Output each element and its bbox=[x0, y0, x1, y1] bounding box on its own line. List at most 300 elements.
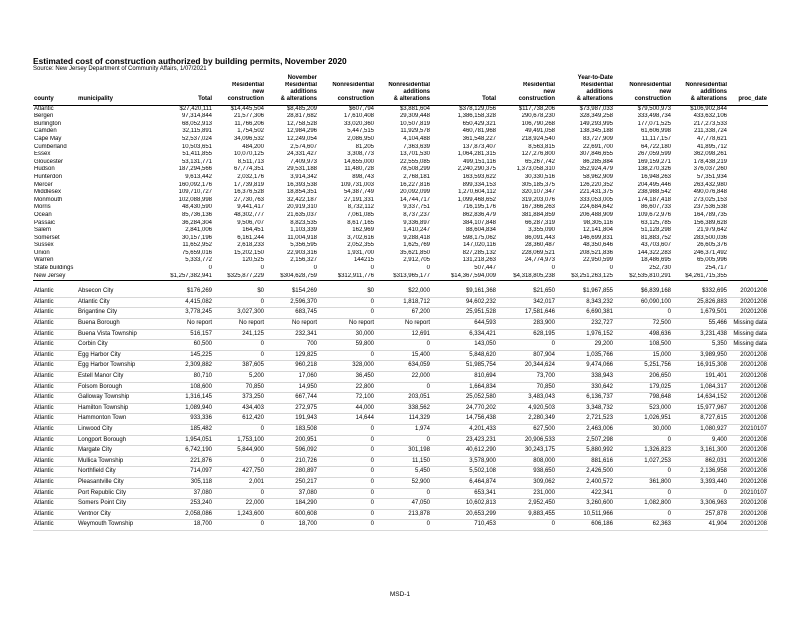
value-cell: 498,636 bbox=[614, 329, 672, 340]
municipality-name-cell: Egg Harbor Township bbox=[77, 361, 155, 372]
municipality-name-cell: Buena Borough bbox=[77, 319, 155, 330]
value-cell: 65,267,742 bbox=[524, 158, 555, 165]
value-cell: $378,129,056 bbox=[459, 105, 496, 112]
value-cell: 75,659,016 bbox=[181, 249, 212, 256]
value-cell: 290,678,230 bbox=[521, 113, 555, 120]
value-cell: 40,612,290 bbox=[431, 446, 497, 457]
value-cell: 1,753,100 bbox=[213, 435, 265, 446]
col-header-proc-date: proc_date bbox=[728, 82, 768, 105]
value-cell: 6,742,190 bbox=[155, 446, 213, 457]
county-row bbox=[33, 220, 768, 228]
county-cell: Atlantic bbox=[33, 477, 77, 488]
value-cell: 3,027,300 bbox=[213, 308, 265, 319]
value-cell: 9,400 bbox=[672, 435, 728, 446]
value-cell: 145,225 bbox=[155, 350, 213, 361]
value-cell: 14,950 bbox=[265, 382, 318, 393]
municipality-row bbox=[33, 329, 768, 340]
value-cell: 21,979,642 bbox=[696, 227, 727, 234]
value-cell: 1,818,712 bbox=[375, 297, 431, 308]
value-cell: 272,975 bbox=[265, 403, 318, 414]
value-cell: 11,480,728 bbox=[344, 166, 374, 173]
value-cell: 191,401 bbox=[672, 372, 728, 383]
proc-date-cell: 20201208 bbox=[728, 287, 768, 297]
value-cell: 70,850 bbox=[497, 382, 556, 393]
county-row bbox=[33, 166, 768, 174]
value-cell: 3,578,900 bbox=[431, 456, 497, 467]
empty-cell bbox=[77, 174, 155, 182]
value-cell: 73,700 bbox=[497, 372, 556, 383]
value-cell: 3,483,043 bbox=[497, 393, 556, 404]
value-cell: $27,420,111 bbox=[179, 105, 212, 112]
county-cell: Atlantic bbox=[33, 446, 77, 457]
proc-date-cell: 20201208 bbox=[728, 509, 768, 520]
value-cell: 0 bbox=[375, 382, 431, 393]
value-cell: 67,200 bbox=[375, 308, 431, 319]
value-cell: No report bbox=[318, 319, 375, 330]
value-cell: 5,251,756 bbox=[614, 361, 672, 372]
report-title: Estimated cost of construction authorized by building permits, November 2020 bbox=[33, 56, 347, 66]
value-cell: 217,273,533 bbox=[693, 120, 727, 127]
value-cell: 16,948,263 bbox=[640, 173, 671, 180]
value-cell: 808,000 bbox=[497, 456, 556, 467]
value-cell: 4,415,082 bbox=[155, 297, 213, 308]
value-cell: 57,351,934 bbox=[696, 173, 727, 180]
county-row bbox=[33, 235, 768, 243]
empty-cell bbox=[728, 151, 768, 159]
value-cell: 1,410,247 bbox=[403, 227, 430, 234]
value-cell: 30,157,196 bbox=[181, 234, 212, 241]
total-value-cell: $312,911,776 bbox=[318, 273, 375, 281]
value-cell: 10,511,966 bbox=[556, 509, 614, 520]
empty-cell bbox=[728, 265, 768, 273]
value-cell: 10,503,651 bbox=[181, 143, 212, 150]
value-cell: 5,447,515 bbox=[347, 128, 374, 135]
municipality-row bbox=[33, 424, 768, 435]
county-cell: Atlantic bbox=[33, 308, 77, 319]
empty-cell bbox=[728, 273, 768, 281]
value-cell: 29,309,448 bbox=[399, 113, 430, 120]
value-cell: 5,356,595 bbox=[290, 242, 317, 249]
group-header-row bbox=[33, 74, 768, 82]
value-cell: 7,061,085 bbox=[347, 211, 374, 218]
value-cell: 0 bbox=[213, 350, 265, 361]
value-cell: 138,345,188 bbox=[579, 128, 613, 135]
value-cell: $154,269 bbox=[265, 287, 318, 297]
proc-date-cell: 20201208 bbox=[728, 520, 768, 531]
value-cell: 3,308,773 bbox=[347, 151, 374, 158]
value-cell: 2,052,355 bbox=[347, 242, 374, 249]
value-cell: 0 bbox=[375, 340, 431, 351]
value-cell: 231,000 bbox=[497, 488, 556, 499]
value-cell: $73,987,033 bbox=[579, 105, 613, 112]
value-cell: 8,617,165 bbox=[347, 219, 374, 226]
county-name-cell: Cumberland bbox=[34, 143, 67, 150]
value-cell: 120,525 bbox=[242, 257, 264, 264]
county-row bbox=[33, 144, 768, 152]
county-row bbox=[33, 151, 768, 159]
value-cell: 20,092,099 bbox=[399, 189, 430, 196]
empty-cell bbox=[728, 212, 768, 220]
county-name-cell: Ocean bbox=[34, 211, 52, 218]
municipality-row bbox=[33, 509, 768, 520]
value-cell: 627,500 bbox=[497, 424, 556, 435]
value-cell: 29,200 bbox=[556, 340, 614, 351]
value-cell: 5,333,772 bbox=[185, 257, 212, 264]
county-name-cell: Hunterdon bbox=[34, 173, 63, 180]
county-name-cell: Salem bbox=[34, 227, 52, 234]
value-cell: 5,844,900 bbox=[213, 446, 265, 457]
value-cell: 11,652,952 bbox=[182, 242, 212, 249]
value-cell: 51,411,855 bbox=[182, 151, 212, 158]
value-cell: 126,220,352 bbox=[579, 181, 613, 188]
value-cell: 98,305,116 bbox=[583, 219, 613, 226]
county-cell: Atlantic bbox=[33, 372, 77, 383]
value-cell: 179,025 bbox=[614, 382, 672, 393]
proc-date-cell: 20201208 bbox=[728, 361, 768, 372]
value-cell: 65,005,996 bbox=[696, 257, 727, 264]
municipality-row bbox=[33, 488, 768, 499]
col-header-nonres-new: Nonresidential new construction bbox=[318, 82, 375, 105]
county-cell: Atlantic bbox=[33, 435, 77, 446]
value-cell: 862,031 bbox=[672, 456, 728, 467]
value-cell: 81,883,752 bbox=[640, 234, 671, 241]
county-row bbox=[33, 159, 768, 167]
value-cell: 0 bbox=[551, 265, 555, 272]
county-name-cell: Cape May bbox=[34, 135, 62, 142]
value-cell: 6,690,381 bbox=[556, 308, 614, 319]
value-cell: 25,951,528 bbox=[431, 308, 497, 319]
empty-cell bbox=[77, 189, 155, 197]
value-cell: 51,128,298 bbox=[640, 227, 671, 234]
value-cell: 27,191,331 bbox=[343, 196, 374, 203]
value-cell: 3,161,300 bbox=[672, 446, 728, 457]
value-cell: 16,915,308 bbox=[672, 361, 728, 372]
value-cell: 62,363 bbox=[614, 520, 672, 531]
value-cell: 1,931,700 bbox=[347, 249, 374, 256]
value-cell: 14,634,152 bbox=[672, 393, 728, 404]
value-cell: 108,600 bbox=[155, 382, 213, 393]
total-value-cell: $304,628,759 bbox=[265, 273, 318, 281]
value-cell: 8,823,535 bbox=[290, 219, 317, 226]
value-cell: 238,988,542 bbox=[637, 189, 671, 196]
value-cell: 333,053,005 bbox=[579, 196, 613, 203]
value-cell: 16,227,816 bbox=[399, 181, 430, 188]
value-cell: 97,314,844 bbox=[181, 113, 212, 120]
value-cell: 0 bbox=[318, 297, 375, 308]
proc-date-cell: 20201208 bbox=[728, 403, 768, 414]
value-cell: 0 bbox=[375, 488, 431, 499]
value-cell: 4,201,433 bbox=[431, 424, 497, 435]
col-header-municipality: municipality bbox=[77, 82, 155, 105]
value-cell: 18,854,351 bbox=[286, 189, 317, 196]
value-cell: 352,924,479 bbox=[579, 166, 613, 173]
value-cell: 2,463,006 bbox=[556, 424, 614, 435]
value-cell: 218,924,540 bbox=[521, 135, 555, 142]
value-cell: 9,337,751 bbox=[403, 204, 430, 211]
value-cell: 48,350,646 bbox=[582, 242, 613, 249]
value-cell: 263,432,980 bbox=[693, 181, 727, 188]
value-cell: 184,290 bbox=[265, 499, 318, 510]
value-cell: 21,577,306 bbox=[233, 113, 264, 120]
value-cell: 338,562 bbox=[375, 403, 431, 414]
value-cell: 2,596,370 bbox=[265, 297, 318, 308]
value-cell: 267,059,599 bbox=[637, 151, 671, 158]
county-name-cell: Warren bbox=[34, 257, 54, 264]
total-value-cell: $325,877,229 bbox=[213, 273, 265, 281]
value-cell: 427,750 bbox=[213, 467, 265, 478]
col-header-total: Total bbox=[155, 82, 213, 105]
empty-cell bbox=[77, 136, 155, 144]
value-cell: 18,700 bbox=[265, 520, 318, 531]
value-cell: 232,341 bbox=[265, 329, 318, 340]
value-cell: 47,050 bbox=[375, 499, 431, 510]
proc-date-cell: 20201208 bbox=[728, 308, 768, 319]
value-cell: 23,423,231 bbox=[431, 435, 497, 446]
value-cell: 1,679,501 bbox=[672, 308, 728, 319]
value-cell: 0 bbox=[614, 509, 672, 520]
value-cell: 109,731,003 bbox=[340, 181, 374, 188]
value-cell: 0 bbox=[318, 477, 375, 488]
value-cell: 1,089,940 bbox=[155, 403, 213, 414]
value-cell: 2,136,958 bbox=[672, 467, 728, 478]
proc-date-cell: Missing data bbox=[728, 329, 768, 340]
value-cell: 301,198 bbox=[375, 446, 431, 457]
value-cell: 14,744,717 bbox=[399, 196, 430, 203]
value-cell: 1,080,927 bbox=[672, 424, 728, 435]
value-cell: 6,136,737 bbox=[556, 393, 614, 404]
value-cell: 960,218 bbox=[265, 361, 318, 372]
county-name-cell: Atlantic bbox=[34, 105, 54, 112]
value-cell: 221,876 bbox=[155, 456, 213, 467]
municipality-row bbox=[33, 414, 768, 425]
value-cell: 1,754,502 bbox=[237, 128, 264, 135]
value-cell: 1,373,058,310 bbox=[516, 166, 555, 173]
county-cell: Atlantic bbox=[33, 287, 77, 297]
value-cell: 32,115,891 bbox=[182, 128, 212, 135]
municipality-name-cell: Somers Point City bbox=[77, 499, 155, 510]
value-cell: 2,768,181 bbox=[403, 173, 430, 180]
value-cell: 8,563,815 bbox=[528, 143, 555, 150]
state-total-row bbox=[33, 273, 768, 281]
empty-cell bbox=[77, 265, 155, 273]
value-cell: 0 bbox=[318, 520, 375, 531]
value-cell: 810,694 bbox=[431, 372, 497, 383]
value-cell: 490,076,848 bbox=[693, 189, 727, 196]
value-cell: 0 bbox=[426, 265, 430, 272]
value-cell: 938,650 bbox=[497, 467, 556, 478]
value-cell: 22,903,316 bbox=[286, 249, 317, 256]
value-cell: 206,650 bbox=[614, 372, 672, 383]
value-cell: 16,376,528 bbox=[233, 189, 264, 196]
value-cell: 43,703,607 bbox=[640, 242, 671, 249]
value-cell: No report bbox=[375, 319, 431, 330]
value-cell: 644,593 bbox=[431, 319, 497, 330]
municipality-row bbox=[33, 340, 768, 351]
value-cell: 83,727,909 bbox=[582, 135, 613, 142]
value-cell: $1,967,855 bbox=[556, 287, 614, 297]
value-cell: 8,343,232 bbox=[556, 297, 614, 308]
municipality-row bbox=[33, 435, 768, 446]
value-cell: 2,574,607 bbox=[290, 143, 317, 150]
value-cell: 29,531,188 bbox=[286, 166, 317, 173]
value-cell: 94,602,232 bbox=[431, 297, 497, 308]
value-cell: 149,293,995 bbox=[579, 120, 613, 127]
value-cell: 434,403 bbox=[213, 403, 265, 414]
value-cell: 2,309,882 bbox=[155, 361, 213, 372]
proc-date-cell: 20201208 bbox=[728, 350, 768, 361]
value-cell: 60,090,100 bbox=[614, 297, 672, 308]
value-cell: 221,431,375 bbox=[579, 189, 613, 196]
municipality-name-cell: Margate City bbox=[77, 446, 155, 457]
value-cell: 246,371,492 bbox=[693, 249, 727, 256]
value-cell: 807,904 bbox=[497, 350, 556, 361]
municipality-name-cell: Estell Manor City bbox=[77, 372, 155, 383]
value-cell: 1,625,769 bbox=[403, 242, 430, 249]
value-cell: 0 bbox=[614, 467, 672, 478]
value-cell: 273,025,153 bbox=[693, 196, 727, 203]
value-cell: 169,159,271 bbox=[637, 158, 671, 165]
value-cell: 0 bbox=[497, 520, 556, 531]
value-cell: 232,727 bbox=[556, 319, 614, 330]
value-cell: 683,745 bbox=[265, 308, 318, 319]
value-cell: 14,756,438 bbox=[431, 414, 497, 425]
county-cell: Atlantic bbox=[33, 520, 77, 531]
value-cell: 2,001 bbox=[213, 477, 265, 488]
value-cell: 108,500 bbox=[614, 340, 672, 351]
value-cell: 9,441,417 bbox=[237, 204, 264, 211]
county-cell: Atlantic bbox=[33, 361, 77, 372]
value-cell: $79,500,973 bbox=[637, 105, 671, 112]
proc-date-cell: 20201208 bbox=[728, 435, 768, 446]
value-cell: 1,954,051 bbox=[155, 435, 213, 446]
value-cell: 387,605 bbox=[213, 361, 265, 372]
value-cell: $0 bbox=[318, 287, 375, 297]
value-cell: 72,500 bbox=[614, 319, 672, 330]
total-value-cell: $1,257,382,941 bbox=[155, 273, 213, 281]
value-cell: 319,203,076 bbox=[521, 196, 555, 203]
value-cell: 211,338,724 bbox=[694, 128, 727, 135]
municipality-name-cell: Northfield City bbox=[77, 467, 155, 478]
value-cell: 0 bbox=[318, 499, 375, 510]
value-cell: 11,117,157 bbox=[641, 135, 671, 142]
value-cell: 1,326,823 bbox=[614, 446, 672, 457]
value-cell: 160,092,176 bbox=[178, 181, 212, 188]
value-cell: 11,766,206 bbox=[234, 120, 264, 127]
county-cell: Atlantic bbox=[33, 329, 77, 340]
value-cell: 187,294,566 bbox=[178, 166, 212, 173]
value-cell: 2,618,233 bbox=[237, 242, 264, 249]
value-cell: 1,026,951 bbox=[614, 414, 672, 425]
value-cell: 241,125 bbox=[213, 329, 265, 340]
empty-cell bbox=[77, 204, 155, 212]
value-cell: 2,721,523 bbox=[556, 414, 614, 425]
value-cell: 164,451 bbox=[242, 227, 264, 234]
value-cell: 22,691,700 bbox=[582, 143, 613, 150]
value-cell: 127,276,800 bbox=[521, 151, 555, 158]
value-cell: 373,250 bbox=[213, 393, 265, 404]
value-cell: 12,249,054 bbox=[286, 135, 317, 142]
value-cell: $6,839,168 bbox=[614, 287, 672, 297]
value-cell: 30,000 bbox=[614, 424, 672, 435]
value-cell: 12,758,528 bbox=[286, 120, 317, 127]
municipality-name-cell: Atlantic City bbox=[77, 297, 155, 308]
value-cell: 5,502,108 bbox=[431, 467, 497, 478]
value-cell: 0 bbox=[375, 435, 431, 446]
municipality-body bbox=[33, 287, 768, 530]
value-cell: 191,943 bbox=[265, 414, 318, 425]
value-cell: 52,900 bbox=[375, 477, 431, 488]
county-row bbox=[33, 105, 768, 113]
value-cell: 164,789,735 bbox=[693, 211, 727, 218]
value-cell: 1,082,800 bbox=[614, 499, 672, 510]
value-cell: 80,710 bbox=[155, 372, 213, 383]
value-cell: 0 bbox=[318, 467, 375, 478]
value-cell: 44,000 bbox=[318, 403, 375, 414]
value-cell: 305,185,375 bbox=[521, 181, 555, 188]
value-cell: 11,929,578 bbox=[400, 128, 430, 135]
value-cell: 898,743 bbox=[352, 173, 374, 180]
value-cell: 8,732,112 bbox=[347, 204, 374, 211]
value-cell: 20,653,299 bbox=[431, 509, 497, 520]
county-name-cell: Somerset bbox=[34, 234, 60, 241]
value-cell: 224,684,642 bbox=[579, 204, 613, 211]
proc-date-cell: 20201208 bbox=[728, 467, 768, 478]
empty-cell bbox=[77, 144, 155, 152]
value-cell: 2,156,327 bbox=[290, 257, 317, 264]
value-cell: 3,306,963 bbox=[672, 499, 728, 510]
empty-cell bbox=[77, 128, 155, 136]
value-cell: 1,976,152 bbox=[556, 329, 614, 340]
empty-cell bbox=[728, 128, 768, 136]
municipality-row bbox=[33, 297, 768, 308]
value-cell: 163,593,622 bbox=[462, 173, 496, 180]
empty-cell bbox=[77, 273, 155, 281]
page-footer: MSD-1 bbox=[389, 591, 411, 598]
value-cell: 827,285,132 bbox=[462, 249, 496, 256]
county-name-cell: Burlington bbox=[34, 120, 62, 127]
value-cell: 338,943 bbox=[556, 372, 614, 383]
value-cell: 12,984,296 bbox=[286, 128, 317, 135]
value-cell: 710,453 bbox=[431, 520, 497, 531]
value-cell: 22,950,599 bbox=[582, 257, 613, 264]
empty-cell bbox=[728, 121, 768, 129]
value-cell: $332,695 bbox=[672, 287, 728, 297]
value-cell: 237,536,538 bbox=[693, 204, 727, 211]
value-cell: 714,097 bbox=[155, 467, 213, 478]
value-cell: 2,912,705 bbox=[403, 257, 430, 264]
value-cell: 2,058,086 bbox=[155, 509, 213, 520]
empty-cell bbox=[728, 242, 768, 250]
value-cell: 667,744 bbox=[265, 393, 318, 404]
value-cell: 17,610,408 bbox=[343, 113, 374, 120]
total-value-cell: $2,535,810,291 bbox=[614, 273, 672, 281]
value-cell: 3,914,342 bbox=[290, 173, 317, 180]
value-cell: 10,507,819 bbox=[399, 120, 430, 127]
municipality-row bbox=[33, 361, 768, 372]
value-cell: 0 bbox=[318, 308, 375, 319]
value-cell: $607,794 bbox=[348, 105, 374, 112]
permits-table bbox=[33, 74, 768, 531]
county-cell: Atlantic bbox=[33, 340, 77, 351]
value-cell: 58,962,909 bbox=[582, 173, 613, 180]
value-cell: 36,284,304 bbox=[181, 219, 212, 226]
proc-date-cell: 20201208 bbox=[728, 297, 768, 308]
value-cell: 628,195 bbox=[497, 329, 556, 340]
municipality-name-cell: Linwood City bbox=[77, 424, 155, 435]
total-value-cell: $3,251,263,125 bbox=[556, 273, 614, 281]
value-cell: 61,606,998 bbox=[640, 128, 671, 135]
value-cell: 862,836,479 bbox=[462, 211, 496, 218]
